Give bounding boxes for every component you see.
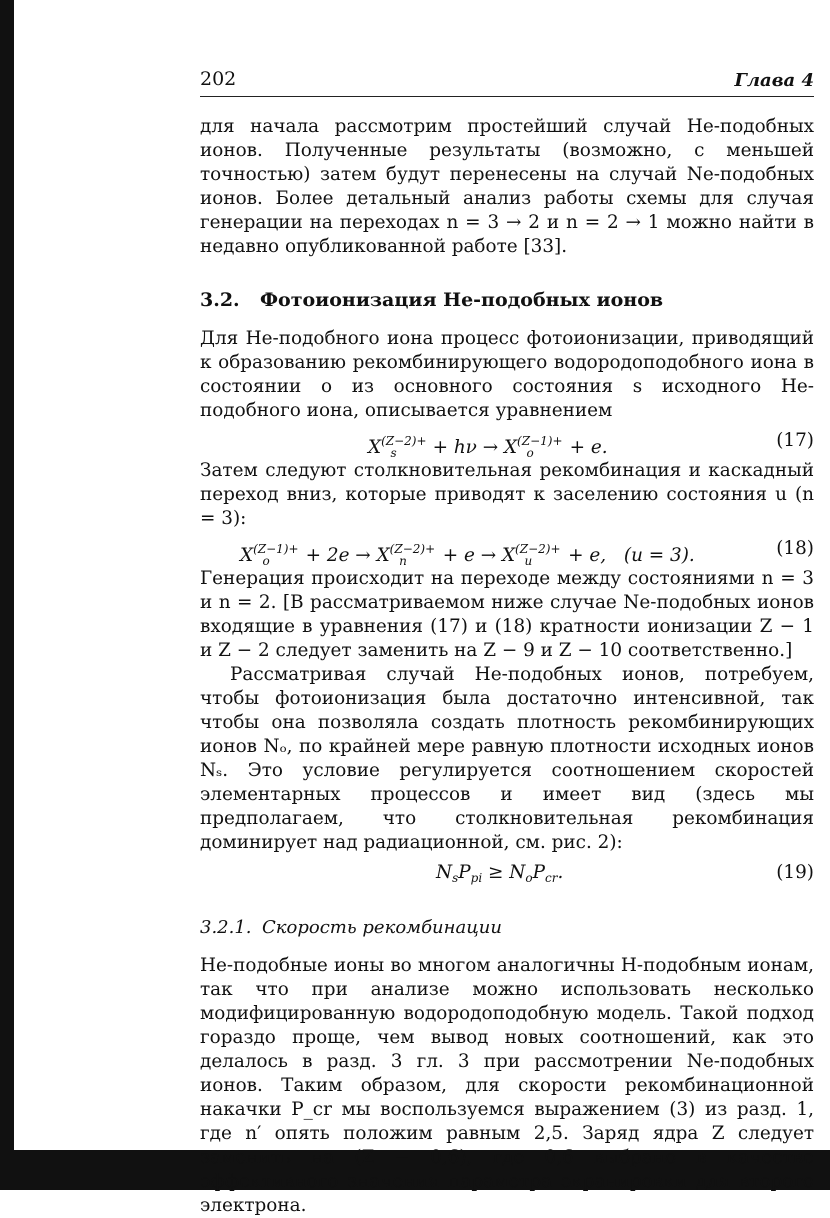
section-title: Фотоионизация He-подобных ионов	[260, 289, 664, 311]
equation-17-number: (17)	[776, 430, 814, 451]
section-number: 3.2.	[200, 289, 240, 311]
subsection-heading	[200, 917, 814, 938]
paragraph-5: Рассматривая случай He-подобных ионов, потребуем, чтобы фотоионизация была достаточно интенсивной, так чтобы она позволяла создать плотность рекомбинирующих ионов Nₒ, по крайней мере равную плотности исходных ионов Nₛ. Это условие регулируется соотношением скоростей элементарных процессов и имеет вид (здесь мы предполагаем, что столкновительная рекомбинация доминирует над радиационной, см. рис. 2):	[200, 664, 814, 853]
subsection-title: Скорость рекомбинации	[262, 917, 502, 938]
paragraph-1: для начала рассмотрим простейший случай He-подобных ионов. Полученные результаты (возможно, с меньшей точностью) затем будут перенесены на случай Ne-подобных ионов. Более детальный анализ работы схемы для случая генерации на переходах n = 3 → 2 и n = 2 → 1 можно найти в недавно опубликованной работе [33].	[200, 116, 814, 257]
equation-19	[200, 859, 814, 887]
chapter-title: Глава 4	[734, 70, 814, 91]
scan-edge-left	[0, 0, 14, 1190]
equation-19-body: $N_sP_{pi} \ge N_oP_{cr}$.	[436, 862, 564, 885]
equation-18	[200, 535, 814, 568]
running-header	[200, 62, 814, 97]
equation-18-number: (18)	[776, 538, 814, 559]
paragraph-2: Для He-подобного иона процесс фотоионизации, приводящий к образованию рекомбинирующего водородоподобного иона в состоянии o из основного состояния s исходного He-подобного иона, описывается уравнением	[200, 328, 814, 421]
book-page	[200, 62, 814, 1218]
paragraph-4: Генерация происходит на переходе между состояниями n = 3 и n = 2. [В рассматриваемом ниже случае Ne-подобных ионов входящие в уравнения (17) и (18) кратности ионизации Z − 1 и Z − 2 следует заменить на Z − 9 и Z − 10 соответственно.]	[200, 568, 814, 661]
equation-18-body: $X^{(Z-1)+}_o + 2e \to X^{(Z-2)+}_n + e \to X^{(Z-2)+}_u + e$, (u = 3).	[240, 542, 695, 568]
paragraph-3: Затем следуют столкновительная рекомбинация и каскадный переход вниз, которые приводят к заселению состояния u (n = 3):	[200, 460, 814, 529]
paragraph-6: He-подобные ионы во многом аналогичны H-подобным ионам, так что при анализе можно использовать несколько модифицированную водородоподобную модель. Такой подход гораздо проще, чем вывод новых соотношений, как это делалось в разд. 3 гл. 3 при рассмотрении Ne-подобных ионов. Таким образом, для скорости рекомбинационной накачки P_cr мы воспользуемся выражением (3) из разд. 1, где n′ опять положим равным 2,5. Заряд ядра Z следует заменить на (Z − 0,6), где 0,6 выбрано в качестве эффективного значения параметра экранировки для второго электрона.	[200, 955, 814, 1216]
subsection-number: 3.2.1.	[200, 917, 252, 938]
equation-19-number: (19)	[776, 862, 814, 883]
page-number: 202	[200, 68, 237, 90]
section-heading	[200, 289, 814, 311]
equation-17-body: $X^{(Z-2)+}_s + h\nu \to X^{(Z-1)+}_o + e$.	[368, 434, 608, 460]
equation-17	[200, 427, 814, 460]
